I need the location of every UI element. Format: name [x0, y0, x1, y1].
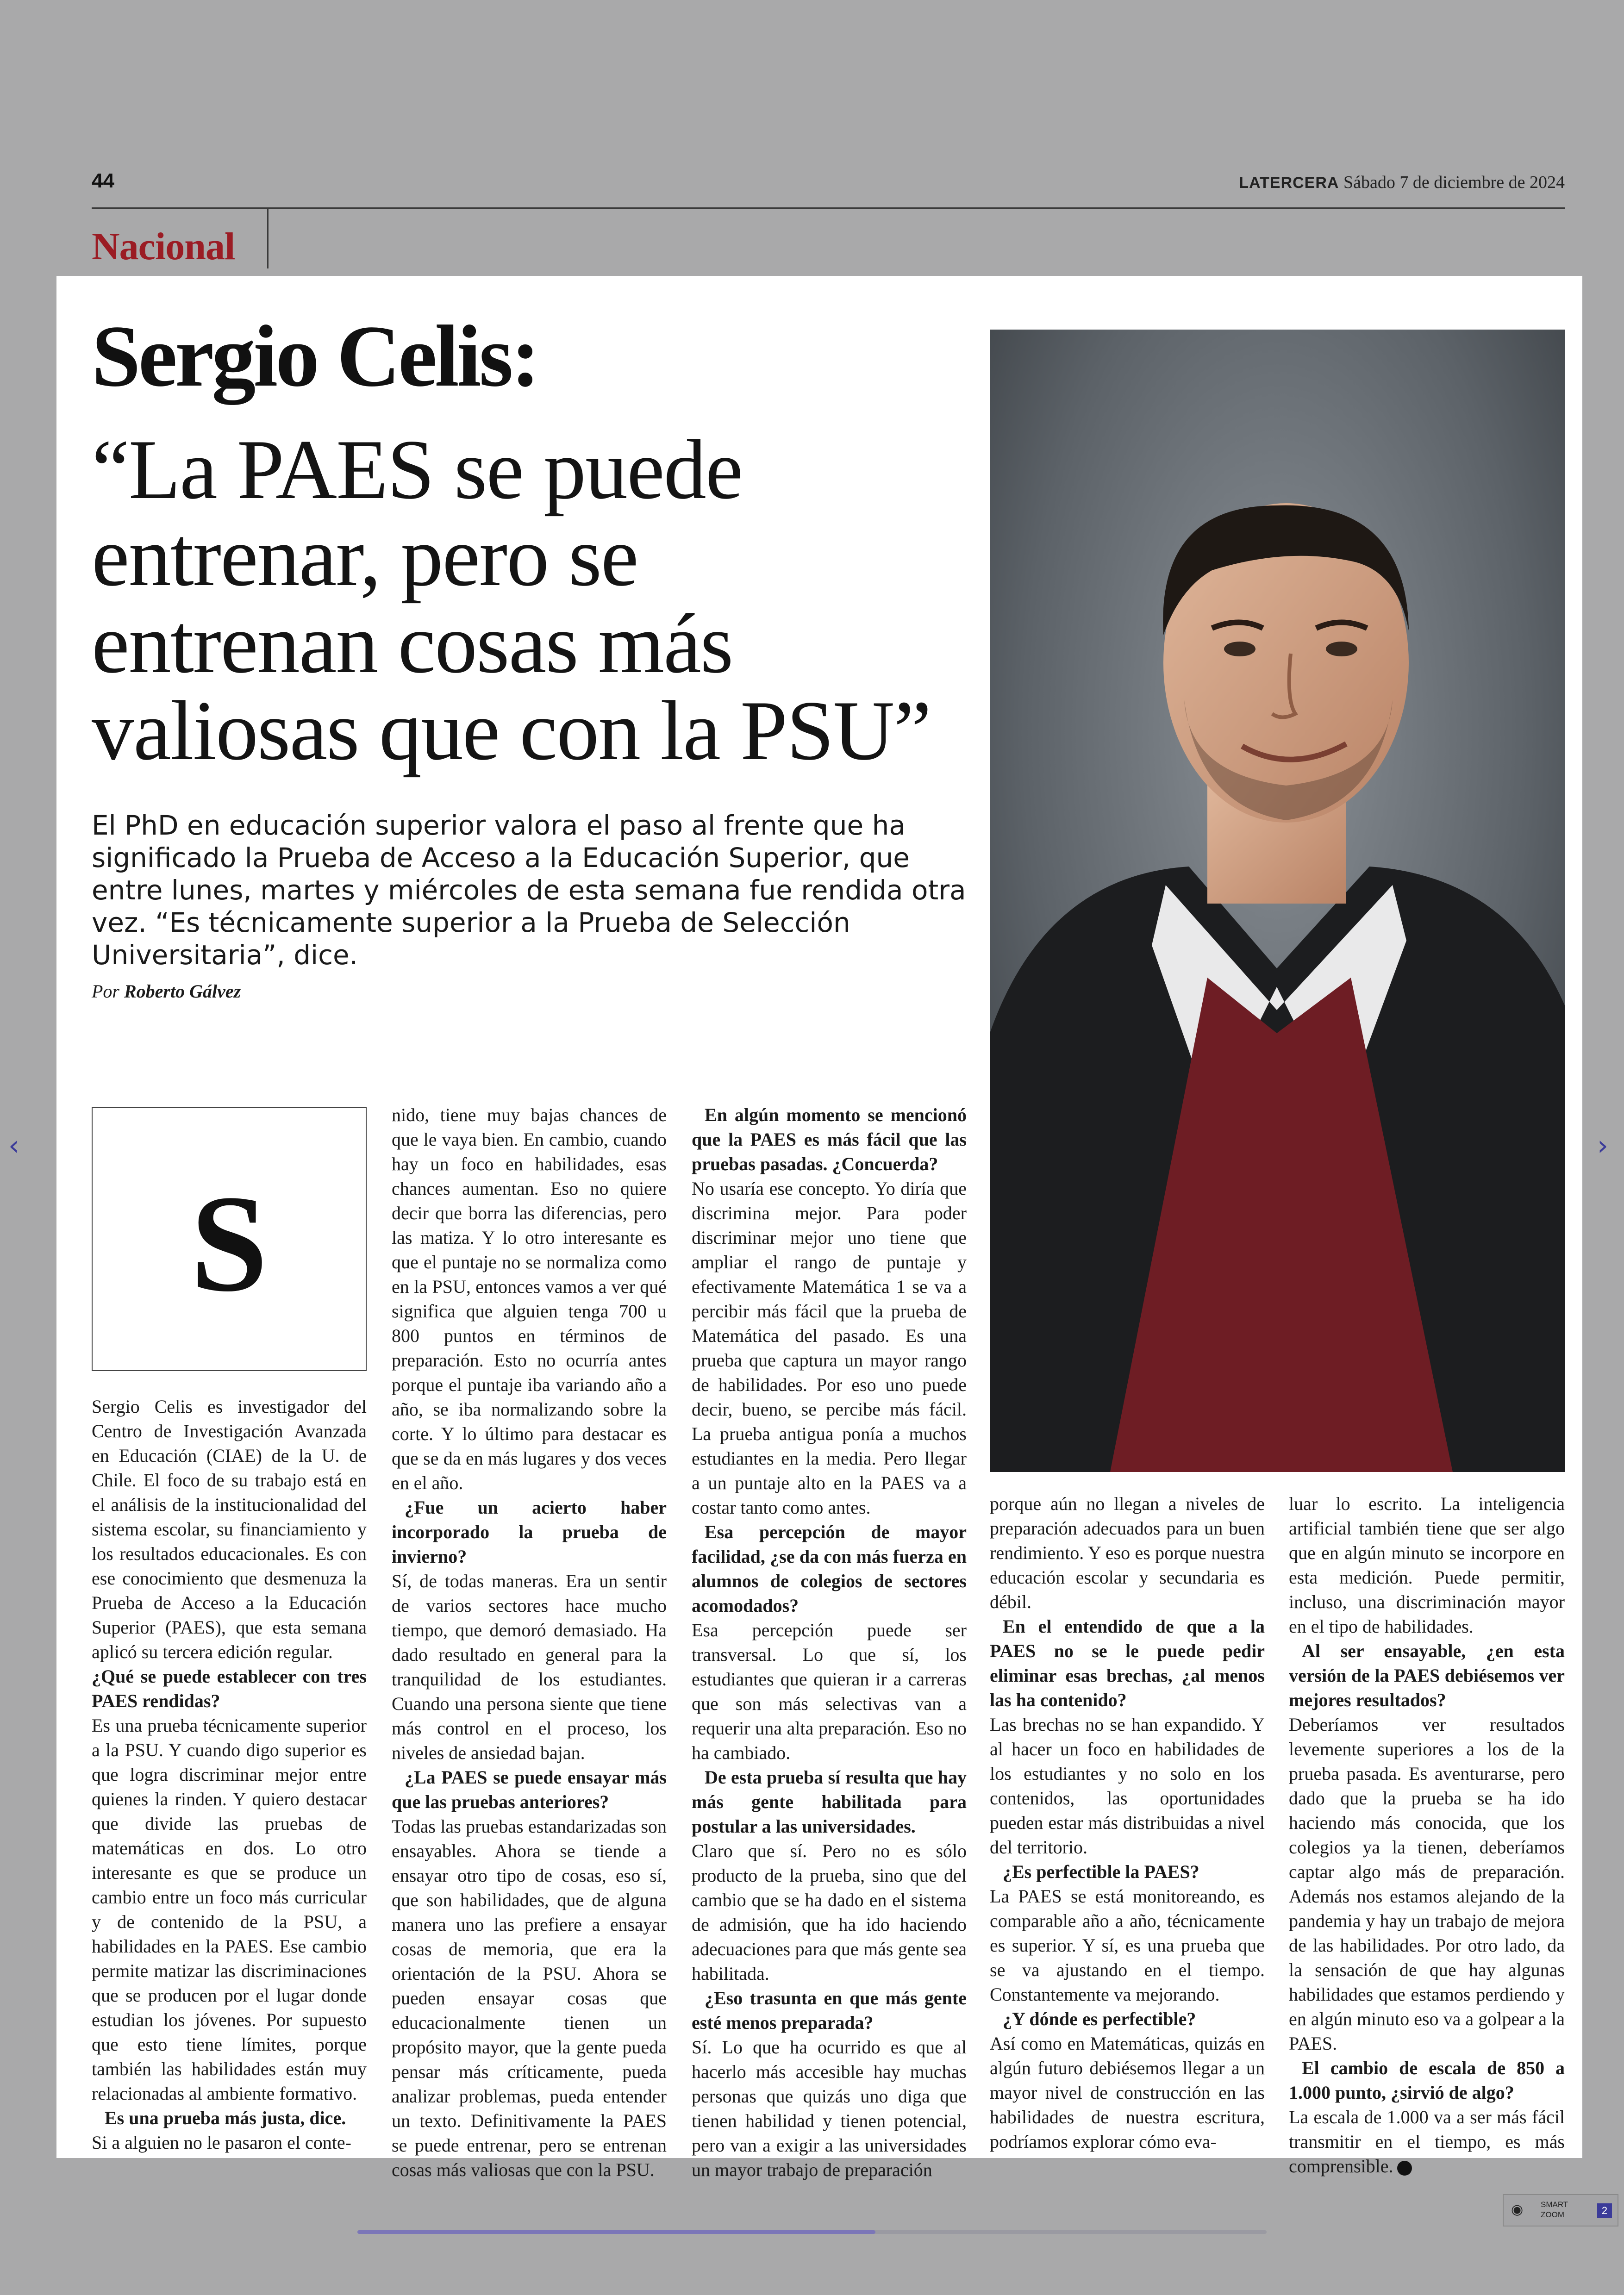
smart-zoom-label-line2: ZOOM: [1541, 2210, 1564, 2219]
smart-zoom-label: [1541, 2200, 1568, 2220]
interview-question: Esa percepción de mayor facilidad, ¿se da con más fuerza en alumnos de colegios de sectores acomodados?: [692, 1522, 967, 1616]
paragraph: Todas las pruebas estandarizadas son ensayables. Ahora se tiende a ensayar otro tipo de cosas, eso sí, que son habilidades, que de alguna manera uno las prefiere a ensayar cosas de memoria, que era la orientación de la PSU. Ahora se pueden ensayar cosas que educacionalmente tienen un propósito mayor, que la gente pueda pensar más críticamente, pueda analizar problemas, pueda entender un texto. Definitivamente la PAES se puede entrenar, pero se entrenan cosas más valiosas que con la PSU.: [392, 1816, 667, 2180]
drop-letter-box: [92, 1107, 367, 1371]
interview-question: Es una prueba más justa, dice.: [105, 2108, 346, 2128]
paragraph: Es una prueba técnicamente superior a la PSU. Y cuando digo superior es que logra discriminar mejor entre quienes la rinden. Y quiero destacar que divide las pruebas de matemáticas en dos. Lo otro interesante es que se produce un cambio entre un foco más curricular y de contenido de la PSU, a habilidades en la PAES. Ese cambio permite matizar las discriminaciones que se producen por el lugar donde estudian los jóvenes. Por supuesto que esto tiene límites, porque también las habilidades están muy relacionadas al ambiente formativo.: [92, 1715, 367, 2104]
article-deck: El PhD en educación superior valora el paso al frente que ha significado la Prueba de Acceso a la Educación Superior, que entre lunes, martes y miércoles de esta semana fue rendida otra vez. “Es técnicamente superior a la Prueba de Selección Universitaria”, dice.: [92, 810, 966, 971]
section-divider: [267, 209, 269, 268]
headline-line: valiosas que con la PSU”: [92, 683, 931, 778]
interview-question: ¿Fue un acierto haber incorporado la prueba de invierno?: [392, 1497, 667, 1567]
headline-name: Sergio Celis:: [92, 308, 538, 405]
article-column-4: [990, 1491, 1265, 2154]
portrait-illustration: [990, 330, 1565, 1472]
newspaper-brand: LATERCERA: [1239, 174, 1339, 192]
paragraph: Sergio Celis es investigador del Centro de Investigación Avanzada en Educación (CIAE) de la U. de Chile. El foco de su trabajo está en el análisis de la institucionalidad del sistema escolar, su financiamiento y los resultados educacionales. Es con ese conocimiento que desmenuza la Prueba de Acceso a la Educación Superior (PAES), que esta semana aplicó su tercera edición regular.: [92, 1396, 367, 1662]
previous-page-arrow-icon[interactable]: ‹: [8, 1129, 19, 1162]
interview-question: ¿Es perfectible la PAES?: [1003, 1861, 1199, 1882]
interview-question: ¿Qué se puede establecer con tres PAES rendidas?: [92, 1666, 367, 1711]
interview-question: El cambio de escala de 850 a 1.000 punto, ¿sirvió de algo?: [1289, 2058, 1565, 2103]
article-column-2: [392, 1103, 667, 2182]
interview-question: De esta prueba sí resulta que hay más gente habilitada para postular a las universidades.: [692, 1767, 967, 1837]
paragraph: Sí, de todas maneras. Era un sentir de varios sectores hace mucho tiempo, que demoró demasiado. Ha dado resultado en general para la tranquilidad de los estudiantes. Cuando una persona siente que tiene más control en el proceso, los niveles de ansiedad bajan.: [392, 1571, 667, 1763]
interview-question: En algún momento se mencionó que la PAES es más fácil que las pruebas pasadas. ¿Concuerda?: [692, 1104, 967, 1174]
smart-zoom-count-badge: 2: [1597, 2203, 1612, 2218]
paragraph: Deberíamos ver resultados levemente superiores a los de la prueba pasada. Es aventurarse, pero dado que la prueba se ha ido haciendo más conocida, que los colegios ya la tienen, deberíamos captar algo más de preparación. Además nos estamos alejando de la pandemia y hay un trabajo de mejora de las habilidades. Por otro lado, da la sensación de que hay algunas habilidades que estamos perdiendo y en algún minuto eso va a golpear a la PAES.: [1289, 1714, 1565, 2054]
section-label: Nacional: [92, 225, 235, 268]
drop-letter: S: [190, 1166, 268, 1320]
paragraph: porque aún no llegan a niveles de preparación adecuados para un buen rendimiento. Y eso es porque nuestra educación escolar y secundaria es débil.: [990, 1493, 1265, 1612]
smart-zoom-button[interactable]: [1503, 2194, 1618, 2226]
smart-zoom-label-line1: SMART: [1541, 2200, 1568, 2209]
paragraph-final: [1289, 2105, 1565, 2178]
paragraph-final-text: La escala de 1.000 va a ser más fácil transmitir en el tiempo, es más comprensible.: [1289, 2107, 1565, 2177]
paragraph: Así como en Matemáticas, quizás en algún futuro debiésemos llegar a un mayor nivel de construcción en las habilidades de nuestra escritura, podríamos explorar cómo eva-: [990, 2033, 1265, 2152]
eye-icon: ◉: [1511, 2202, 1524, 2217]
page-number: 44: [92, 169, 114, 192]
paragraph: Si a alguien no le pasaron el conte-: [92, 2132, 351, 2153]
article-column-1: [92, 1394, 367, 2155]
masthead-date-line: [1239, 172, 1565, 193]
interview-question: ¿Y dónde es perfectible?: [1003, 2008, 1196, 2029]
byline-author: Roberto Gálvez: [124, 981, 241, 1002]
paragraph: No usaría ese concepto. Yo diría que discrimina mejor. Para poder discriminar mejor uno tiene que ampliar el rango de puntaje y efectivamente Matemática 1 se va a percibir más fácil que la prueba de Matemática del pasado. Es una prueba que captura un mayor rango de habilidades. Por eso uno puede decir, bueno, se percibe más fácil. La prueba antigua ponía a muchos estudiantes en la media. Pero llegar a un puntaje alto en la PAES va a costar tanto como antes.: [692, 1178, 967, 1518]
portrait-photo: [990, 330, 1565, 1472]
paragraph: La PAES se está monitoreando, es comparable año a año, técnicamente es superior. Y sí, es una prueba que se va ajustando en el tiempo. Constantemente va mejorando.: [990, 1886, 1265, 2005]
next-page-arrow-icon[interactable]: ›: [1597, 1129, 1608, 1162]
paragraph: luar lo escrito. La inteligencia artificial también tiene que ser algo que en algún minuto se incorpore en esta medición. Puede permitir, incluso, una discriminación mayor en el tipo de habilidades.: [1289, 1493, 1565, 1637]
byline: [92, 980, 241, 1002]
byline-prefix: Por: [92, 981, 119, 1002]
page-progress-fill: [357, 2230, 875, 2234]
headline-line: entrenar, pero se: [92, 509, 638, 604]
paragraph: Las brechas no se han expandido. Y al hacer un foco en habilidades de los estudiantes y no solo en los contenidos, las oportunidades pueden estar más distribuidas a nivel del territorio.: [990, 1714, 1265, 1858]
paragraph: Claro que sí. Pero no es sólo producto de la prueba, sino que del cambio que se ha dado en el sistema de admisión, que ha ido haciendo adecuaciones para que más gente sea habilitada.: [692, 1840, 967, 1984]
article-column-3: [692, 1103, 967, 2182]
article-column-5: [1289, 1491, 1565, 2178]
interview-question: ¿La PAES se puede ensayar más que las pruebas anteriores?: [392, 1767, 667, 1812]
headline-quote: [92, 422, 999, 778]
end-mark-icon: [1397, 2161, 1412, 2176]
paragraph: nido, tiene muy bajas chances de que le vaya bien. En cambio, cuando hay un foco en habilidades, esas chances aumentan. Eso no quiere decir que borra las diferencias, pero las matiza. Y lo otro interesante es que el puntaje no se normaliza como en la PSU, entonces vamos a ver qué significa que alguien tenga 700 u 800 puntos en términos de preparación. Esto no ocurría antes porque el puntaje iba variando año a año, se iba normalizando sobre la corte. Y lo último para destacar es que se da en más lugares y dos veces en el año.: [392, 1104, 667, 1493]
headline-line: entrenan cosas más: [92, 596, 733, 691]
masthead-rule: [92, 207, 1565, 209]
paragraph: Sí. Lo que ha ocurrido es que al hacerlo más accesible hay muchas personas que quizás uno diga que tienen habilidad y tienen potencial, pero van a exigir a las universidades un mayor trabajo de preparación: [692, 2037, 967, 2180]
issue-date: Sábado 7 de diciembre de 2024: [1343, 173, 1565, 192]
interview-question: En el entendido de que a la PAES no se le puede pedir eliminar esas brechas, ¿al menos las ha contenido?: [990, 1616, 1265, 1710]
headline-line: “La PAES se puede: [92, 422, 743, 517]
interview-question: ¿Eso trasunta en que más gente esté menos preparada?: [692, 1988, 967, 2033]
paragraph: Esa percepción puede ser transversal. Lo que sí, los estudiantes que quieran ir a carreras que son más selectivas van a requerir una alta preparación. Eso no ha cambiado.: [692, 1620, 967, 1763]
interview-question: Al ser ensayable, ¿en esta versión de la PAES debiésemos ver mejores resultados?: [1289, 1640, 1565, 1710]
